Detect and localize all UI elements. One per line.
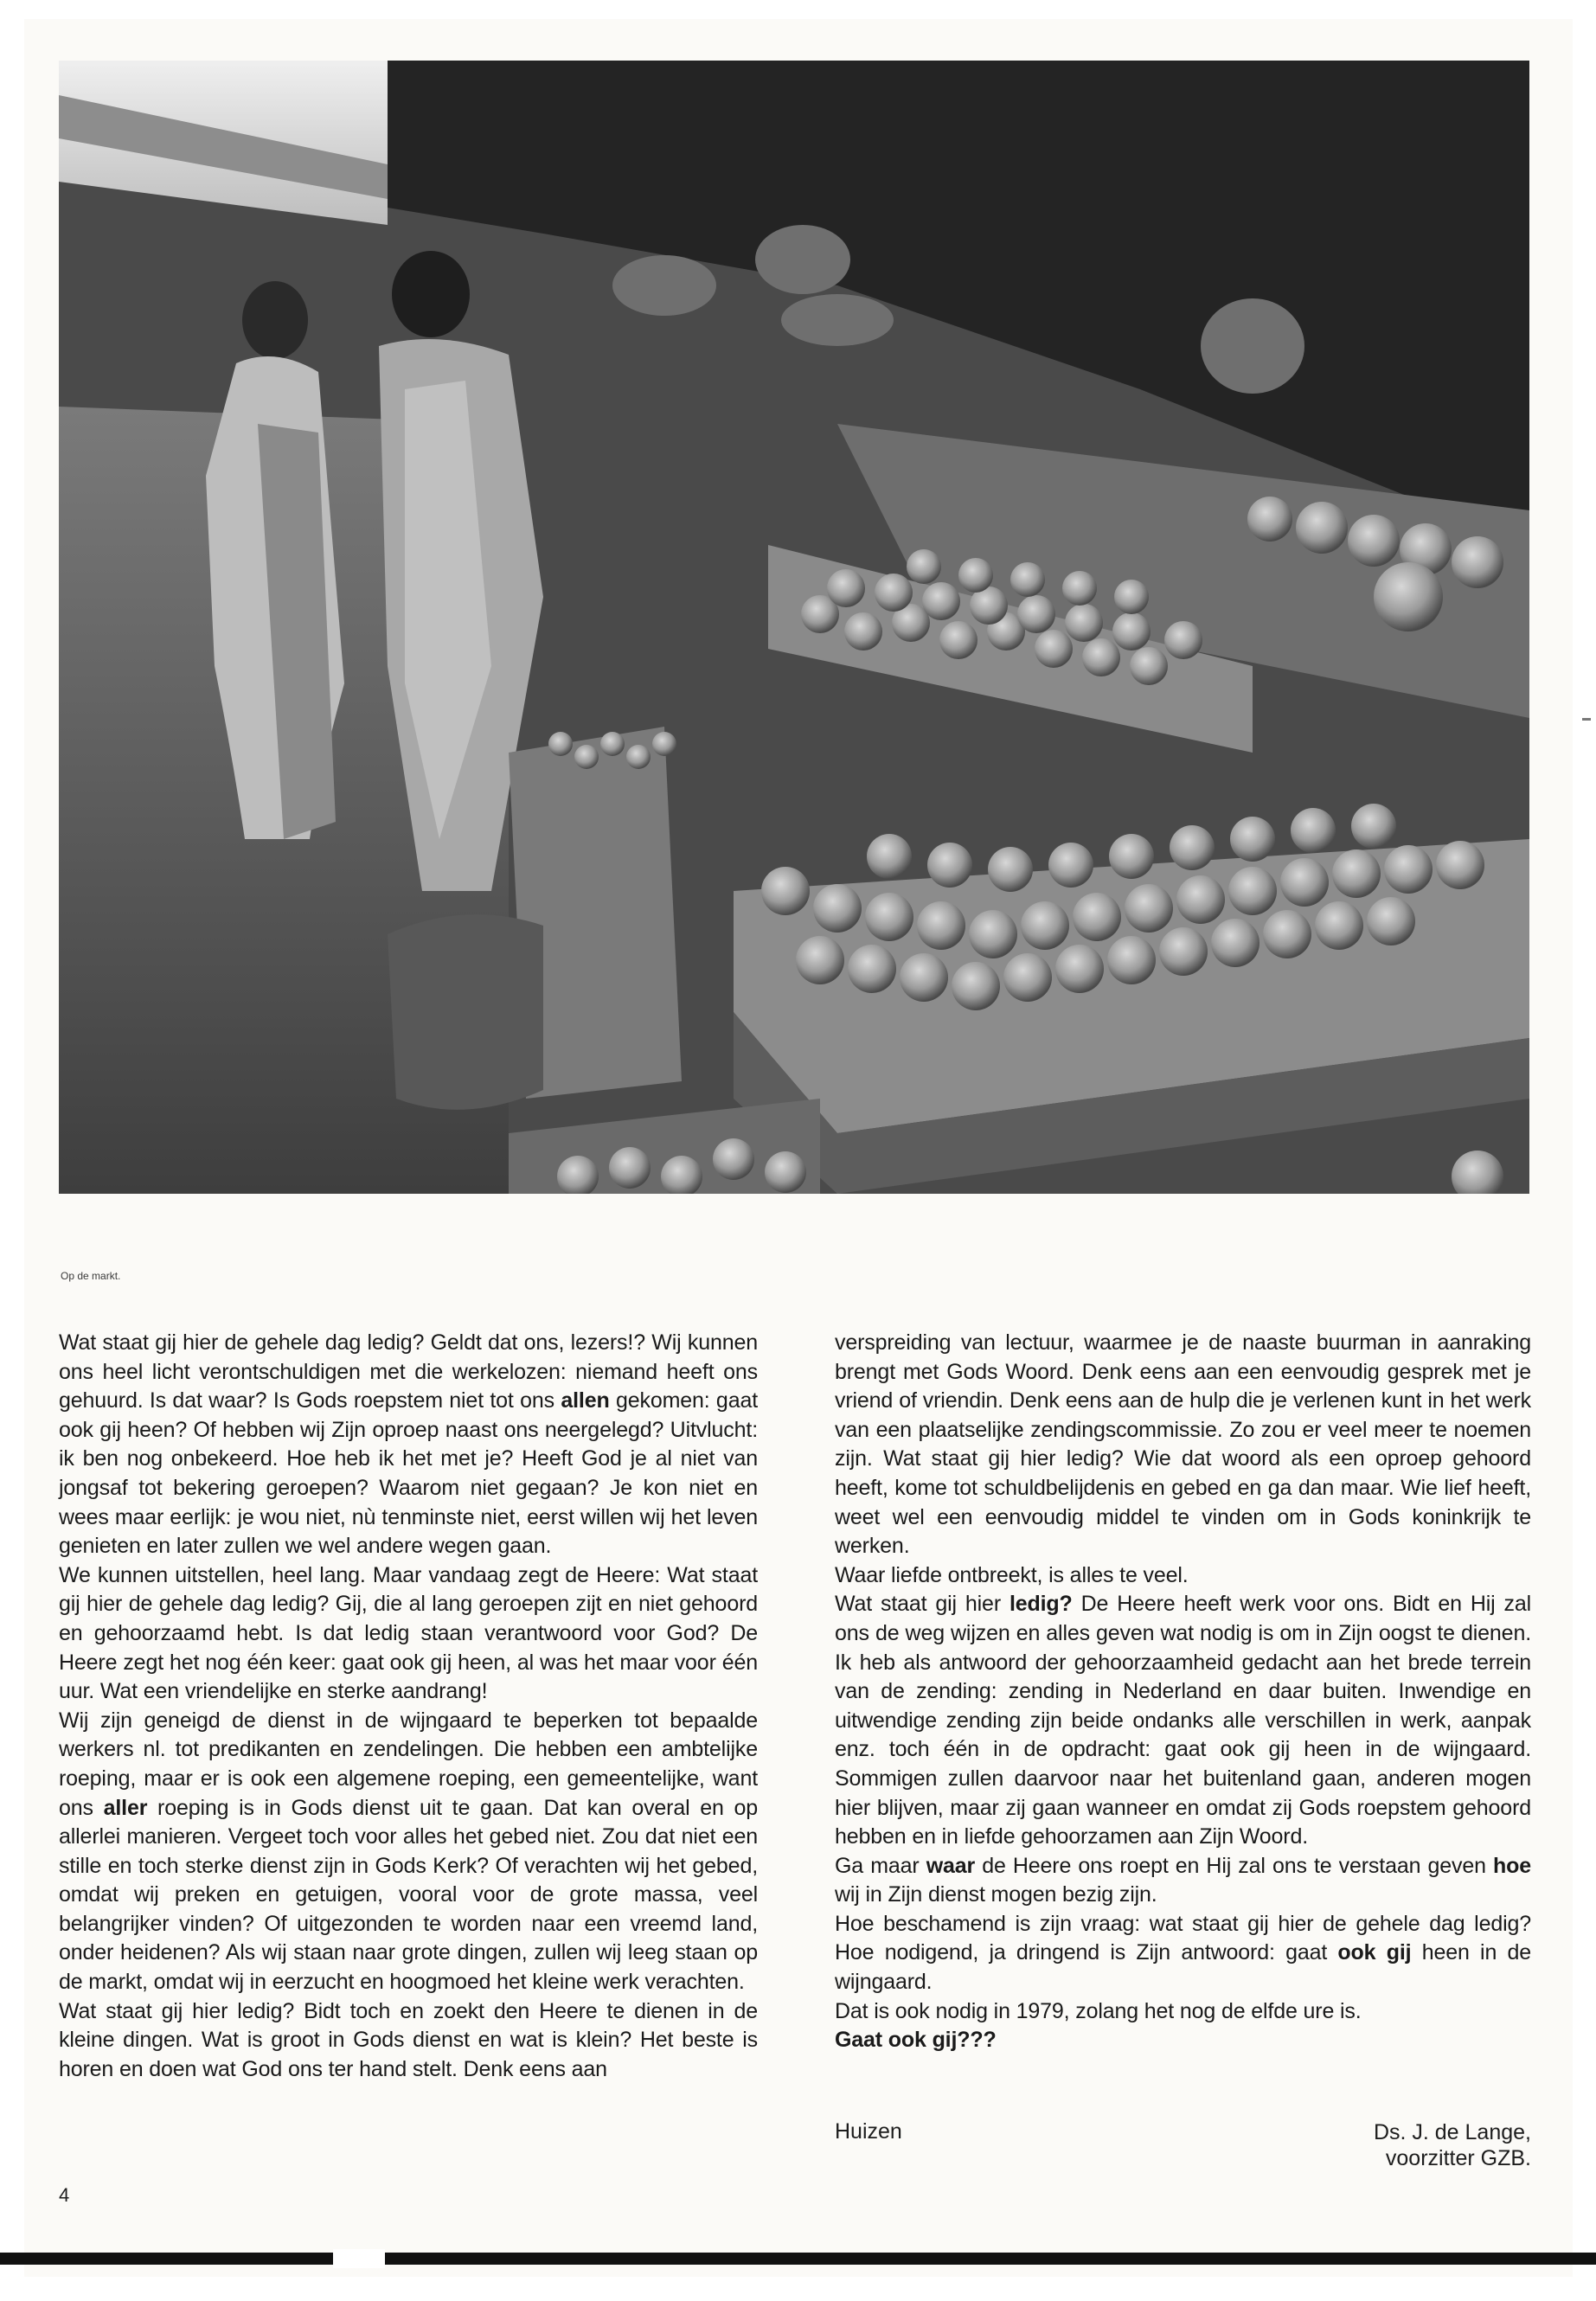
author-role: voorzitter GZB. [1385,2146,1531,2170]
paragraph: Wat staat gij hier de gehele dag ledig? Geldt dat ons, lezers!? Wij kunnen ons heel licht verontschuldigen met die werkelozen: niemand heeft ons gehuurd. Is dat waar? Is Gods roepstem niet tot ons allen gekomen: gaat ook gij heen? Of hebben wij Zijn oproep naast ons neergelegd? Uitvlucht: ik ben nog onbekeerd. Hoe heb ik het met je? Heeft God je al niet van jongsaf tot bekering geroepen? Waarom niet gegaan? Je kon niet en wees maar eerlijk: je wou niet, nù tenminste niet, eerst willen wij het leven genieten en later zullen we wel andere wegen gaan. [59,1330,758,1559]
bottom-edge-bar [0,2253,1596,2265]
paragraph: We kunnen uitstellen, heel lang. Maar vandaag zegt de Heere: Wat staat gij hier de gehele dag ledig? Gij, die al lang geroepen zijt en niet gehoord en gehoorzaamd hebt. Is dat ledig staan verantwoord voor God? De Heere zegt het nog één keer: gaat ook gij heen, al was het maar voor één uur. Wat een vriendelijke en sterke aandrang! [59,1562,758,1704]
signature-block [835,2119,1531,2189]
paragraph: Wat staat gij hier ledig? De Heere heeft werk voor ons. Bidt en Hij zal ons de weg wijzen en alles geven wat nodig is om in Zijn oogst te dienen. Ik heb als antwoord der gehoorzaamheid gedacht aan het brede terrein van de zending: zending in Nederland en daar buiten. Inwendige en uitwendige zending zijn beide ondanks alle verschillen in werk, aanpak enz. toch één in de opdracht: gaat ook gij heen in de wijngaard. Sommigen zullen daarvoor naar het buitenland gaan, anderen mogen hier blijven, maar zij gaan wanneer en omdat zij Gods roepstem gehoord hebben en in liefde gehoorzamen aan Zijn Woord. [835,1592,1531,1849]
market-photo [59,61,1529,1194]
author-name: Ds. J. de Lange, [1373,2120,1531,2144]
paragraph: Dat is ook nodig in 1979, zolang het nog de elfde ure is. [835,1998,1362,2023]
photo-caption: Op de markt. [61,1270,121,1282]
market-photo-illustration [59,61,1529,1194]
paragraph: Ga maar waar de Heere ons roept en Hij zal ons te verstaan geven hoe wij in Zijn dienst mogen bezig zijn. [835,1853,1531,1907]
signature-author [1374,2119,1531,2171]
paragraph: Wij zijn geneigd de dienst in de wijngaard te beperken tot bepaalde werkers nl. tot predikanten en zendelingen. Die hebben een ambtelijke roeping, maar er is ook een algemene roeping, een gemeentelijke, want ons aller roeping is in Gods dienst uit te gaan. Dat kan overal en op allerlei manieren. Vergeet toch voor alles het gebed niet. Zou dat niet een stille en toch sterke dienst zijn in Gods Kerk? Of verachten wij het gebed, omdat wij preken en getuigen, vooral voor de grote massa, veel belangrijker vinden? Of uitgezonden te worden naar een vreemd land, onder heidenen? Als wij staan naar grote dingen, zullen wij leeg staan op de markt, omdat wij in eerzucht en hoogmoed het kleine werk verachten. [59,1708,759,1995]
closing-line: Gaat ook gij??? [835,2028,997,2053]
page-number: 4 [59,2184,70,2206]
article-column-left [59,1329,758,2084]
article-column-right [835,1329,1531,2055]
paragraph: Wat staat gij hier ledig? Bidt toch en zoekt den Heere te dienen in de kleine dingen. Wat is groot in Gods dienst en wat is klein? Het beste is horen en doen wat God ons ter hand stelt. Denk eens aan [59,1998,758,2081]
signature-place: Huizen [835,2119,902,2144]
paragraph: Hoe beschamend is zijn vraag: wat staat gij hier de gehele dag ledig? Hoe nodigend, ja dringend is Zijn antwoord: gaat ook gij heen in de wijngaard. [835,1911,1531,1995]
bottom-edge-gap [333,2249,385,2268]
paragraph: Waar liefde ontbreekt, is alles te veel. [835,1562,1189,1587]
edge-mark [1582,718,1591,721]
paragraph: verspreiding van lectuur, waarmee je de naaste buurman in aanraking brengt met Gods Woord. Denk eens aan een eenvoudig gesprek met je vriend of vriendin. Denk eens aan de hulp die je verlenen kunt in het werk van een plaatselijke zendingscommissie. Zo zou er veel meer te noemen zijn. Wat staat gij hier ledig? Wie dat woord als een oproep gehoord heeft, kome tot schuldbelijdenis en gebed en ga dan maar. Wie lief heeft, weet wel een eenvoudig middel te vinden om in Gods koninkrijk te werken. [835,1330,1531,1559]
